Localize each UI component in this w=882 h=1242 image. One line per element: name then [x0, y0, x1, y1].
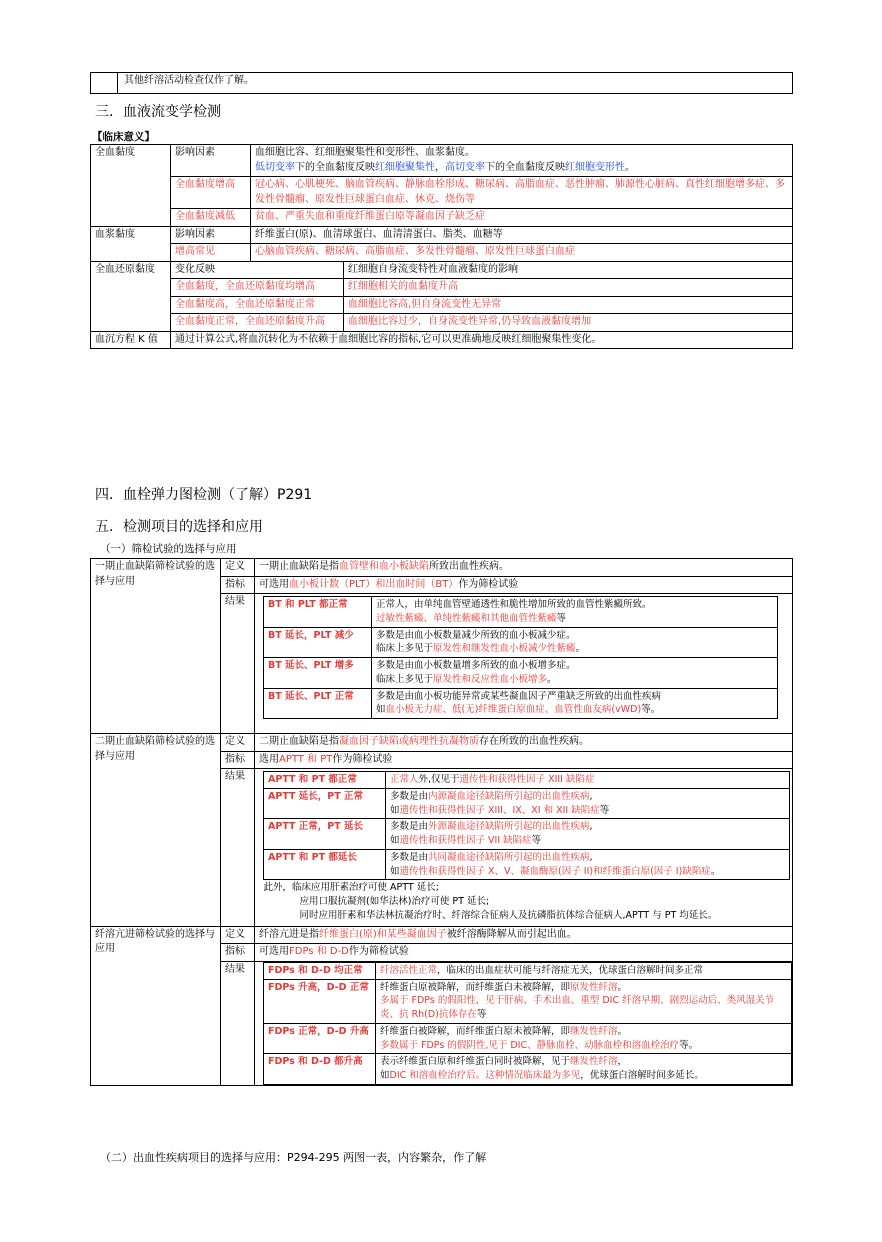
reduced-row1-label: 全血黏度，全血还原黏度均增高 [171, 279, 344, 297]
table-row [264, 658, 778, 689]
influence-line-1: 血细胞比容、红细胞聚集性和变形性、血浆黏度。 [255, 147, 475, 158]
block2-ind-label: 指标 [221, 751, 255, 769]
table-row [264, 772, 790, 789]
plasma-common-label: 增高常见 [171, 244, 251, 262]
table-row [264, 788, 790, 819]
influence-label: 影响因素 [171, 145, 251, 177]
esr-label: 血沉方程 K 值 [91, 331, 171, 349]
reduced-row2-text: 血细胞比容高,但自身流变性无异常 [344, 296, 793, 314]
block3-row1-key: FDPs 和 D-D 均正常 [264, 962, 376, 979]
section5-subtitle1: （一）筛检试验的选择与应用 [100, 543, 237, 555]
block2-ind-text: 选用APTT 和 PT作为筛检试验 [255, 751, 793, 769]
block3-row2-text: 纤维蛋白原被降解，而纤维蛋白未被降解，即原发性纤溶。 多属于 FDPs 的假阳性，见于肝病、手术出血、重型 DIC 纤溶早期、剧烈运动后、类风湿关节炎、抗 Rh(D)抗体存在等 [376, 979, 792, 1023]
block2-row1-text: 正常人外,仅见于遗传性和获得性因子 XIII 缺陷症 [386, 772, 790, 789]
table-row [264, 627, 778, 658]
block2-name: 二期止血缺陷筛检试验的选择与应用 [91, 734, 221, 927]
block2-inner-table [263, 771, 790, 924]
block3-row4-text: 表示纤维蛋白原和纤维蛋白同时被降解，见于继发性纤溶， 如DIC 和溶血栓治疗后。这种情况临床最为多见，优球蛋白溶解时间多延长。 [376, 1054, 792, 1085]
block3-row1-text: 纤溶活性正常，临床的出血症状可能与纤溶症无关，优球蛋白溶解时间多正常 [376, 962, 792, 979]
block1-row1-text: 正常人，由单纯血管壁通透性和脆性增加所致的血管性紫癜所致。 过敏性紫癜、单纯性紫癜和其他血管性紫癜等 [372, 597, 778, 628]
table-row [264, 880, 790, 924]
reduced-row3-label: 全血黏度正常，全血还原黏度升高 [171, 314, 344, 332]
block2-row2-key: APTT 延长，PT 正常 [264, 788, 386, 819]
block1-res-label: 结果 [221, 594, 255, 734]
table-row [264, 819, 790, 850]
section4-title: 四．血栓弹力图检测（了解）P291 [95, 487, 313, 503]
top-table-text: 其他纤溶活动检查仅作了解。 [118, 73, 793, 94]
influence-line-2: 低切变率下的全血黏度反映红细胞聚集性，高切变率下的全血黏度反映红细胞变形性。 [255, 161, 635, 173]
block1-ind-text: 可选用血小板计数（PLT）和出血时间（BT）作为筛检试验 [255, 576, 793, 594]
block1-name: 一期止血缺陷筛检试验的选择与应用 [91, 559, 221, 734]
screening-table [90, 558, 793, 1086]
block1-row4-text: 多数是由血小板功能异常或某些凝血因子严重缺乏所致的出血性疾病 如血小板无力症、低(无)纤维蛋白原血症、血管性血友病(vWD)等。 [372, 688, 778, 719]
reduced-row3-text: 血细胞比容过少，自身流变性异常,仍导致血液黏度增加 [344, 314, 793, 332]
table-row [264, 962, 792, 979]
block2-row2-text: 多数是由内源凝血途径缺陷所引起的出血性疾病, 如遗传性和获得性因子 XIII、IX、XI 和 XII 缺陷症等 [386, 788, 790, 819]
block3-row4-key: FDPs 和 D-D 都升高 [264, 1054, 376, 1085]
table-row [264, 688, 778, 719]
block3-ind-text: 可选用FDPs 和 D-D作为筛检试验 [255, 944, 793, 962]
block3-row3-text: 纤维蛋白被降解，而纤维蛋白原未被降解，即继发性纤溶。 多数属于 FDPs 的假阴性,见于 DIC、静脉血栓、动脉血栓和溶血栓治疗等。 [376, 1023, 792, 1054]
reduced-row1-text: 红细胞相关的血黏度升高 [344, 279, 793, 297]
decrease-label: 全血黏度减低 [171, 209, 251, 227]
reduced-row2-label: 全血黏度高，全血还原黏度正常 [171, 296, 344, 314]
increase-label: 全血黏度增高 [171, 177, 251, 209]
plasma-label: 血浆黏度 [91, 226, 171, 261]
block3-res-label: 结果 [221, 961, 255, 1085]
top-table [90, 72, 793, 94]
block1-def-label: 定义 [221, 559, 255, 577]
influence-text [251, 145, 793, 177]
block1-ind-label: 指标 [221, 576, 255, 594]
block2-row4-text: 多数是由共同凝血途径缺陷所引起的出血性疾病, 如遗传性和获得性因子 X、V、凝血酶原(因子 II)和纤维蛋白原(因子 I)缺陷症。 [386, 849, 790, 880]
block3-inner-table [263, 962, 792, 1085]
block1-def-text: 一期止血缺陷是指血管壁和血小板缺陷所致出血性疾病。 [255, 559, 793, 577]
table-row [264, 1023, 792, 1054]
block2-row1-key: APTT 和 PT 都正常 [264, 772, 386, 789]
block3-def-text: 纤溶亢进是指纤维蛋白(原)和某些凝血因子被纤溶酶降解从而引起出血。 [255, 926, 793, 944]
block1-row1-key: BT 和 PLT 都正常 [264, 597, 372, 628]
block2-res-label: 结果 [221, 769, 255, 927]
table-row [264, 979, 792, 1023]
plasma-influence-label: 影响因素 [171, 226, 251, 244]
block1-inner-table [263, 596, 778, 719]
block1-row3-text: 多数是由血小板数量增多所致的血小板增多症。 临床上多见于原发性和反应性血小板增多。 [372, 658, 778, 689]
block3-row2-key: FDPs 升高，D-D 正常 [264, 979, 376, 1023]
plasma-influence-text: 纤维蛋白(原)、血清球蛋白、血清清蛋白、脂类、血糖等 [251, 226, 793, 244]
section5-subtitle2: （二）出血性疾病项目的选择与应用：P294-295 两图一表，内容繁杂，作了解 [100, 1151, 487, 1164]
section5-title: 五．检测项目的选择和应用 [95, 519, 263, 535]
table-row [264, 597, 778, 628]
decrease-text: 贫血、严重失血和重度纤维蛋白原等凝血因子缺乏症 [251, 209, 793, 227]
reduced-viscosity-label: 全血还原黏度 [91, 261, 171, 331]
increase-text: 冠心病、心肌梗死、脑血管疾病、静脉血栓形成、糖尿病、高脂血症、恶性肿瘤、肺源性心脏病、真性红细胞增多症、多发性骨髓瘤、原发性巨球蛋白血症、休克、烧伤等 [251, 177, 793, 209]
block1-res-cell [255, 594, 793, 734]
block3-def-label: 定义 [221, 926, 255, 944]
block2-def-text: 二期止血缺陷是指凝血因子缺陷或病理性抗凝物质存在所致的出血性疾病。 [255, 734, 793, 752]
block2-res-cell [255, 769, 793, 927]
whole-blood-label: 全血黏度 [91, 145, 171, 227]
table-row [264, 849, 790, 880]
block3-name: 纤溶亢进筛检试验的选择与应用 [91, 926, 221, 1085]
block1-row4-key: BT 延长、PLT 正常 [264, 688, 372, 719]
table-row [264, 1054, 792, 1085]
change-text: 红细胞自身流变特性对血液黏度的影响 [344, 261, 793, 279]
block1-row2-text: 多数是由血小板数量减少所致的血小板减少症。 临床上多见于原发性和继发性血小板减少性紫癜。 [372, 627, 778, 658]
block2-row4-key: APTT 和 PT 都延长 [264, 849, 386, 880]
block3-ind-label: 指标 [221, 944, 255, 962]
section3-title: 三．血液流变学检测 [95, 104, 221, 120]
block3-row3-key: FDPs 正常，D-D 升高 [264, 1023, 376, 1054]
block2-notes: 此外，临床应用肝素治疗可使 APTT 延长; 应用口服抗凝剂(如华法林)治疗可使 PT 延长; 同时应用肝素和华法林抗凝治疗时、纤溶综合征病人及抗磷脂抗体综合征病人,APTT 与 PT 均延长。 [263, 882, 718, 922]
esr-text: 通过计算公式,将血沉转化为不依赖于血细胞比容的指标,它可以更准确地反映红细胞聚集性变化。 [171, 331, 793, 349]
plasma-common-text: 心脑血管疾病、糖尿病、高脂血症、多发性骨髓瘤、原发性巨球蛋白血症 [251, 244, 793, 262]
block1-row2-key: BT 延长，PLT 减少 [264, 627, 372, 658]
block1-row3-key: BT 延长、PLT 增多 [264, 658, 372, 689]
hemorheology-table [90, 144, 793, 349]
block3-res-cell [255, 961, 793, 1085]
block2-row3-key: APTT 正常，PT 延长 [264, 819, 386, 850]
top-table-blank-cell [91, 73, 118, 94]
change-label: 变化反映 [171, 261, 344, 279]
block2-def-label: 定义 [221, 734, 255, 752]
section3-label: 【临床意义】 [92, 131, 155, 143]
block2-row3-text: 多数是由外源凝血途径缺陷所引起的出血性疾病, 如遗传性和获得性因子 VII 缺陷症等 [386, 819, 790, 850]
